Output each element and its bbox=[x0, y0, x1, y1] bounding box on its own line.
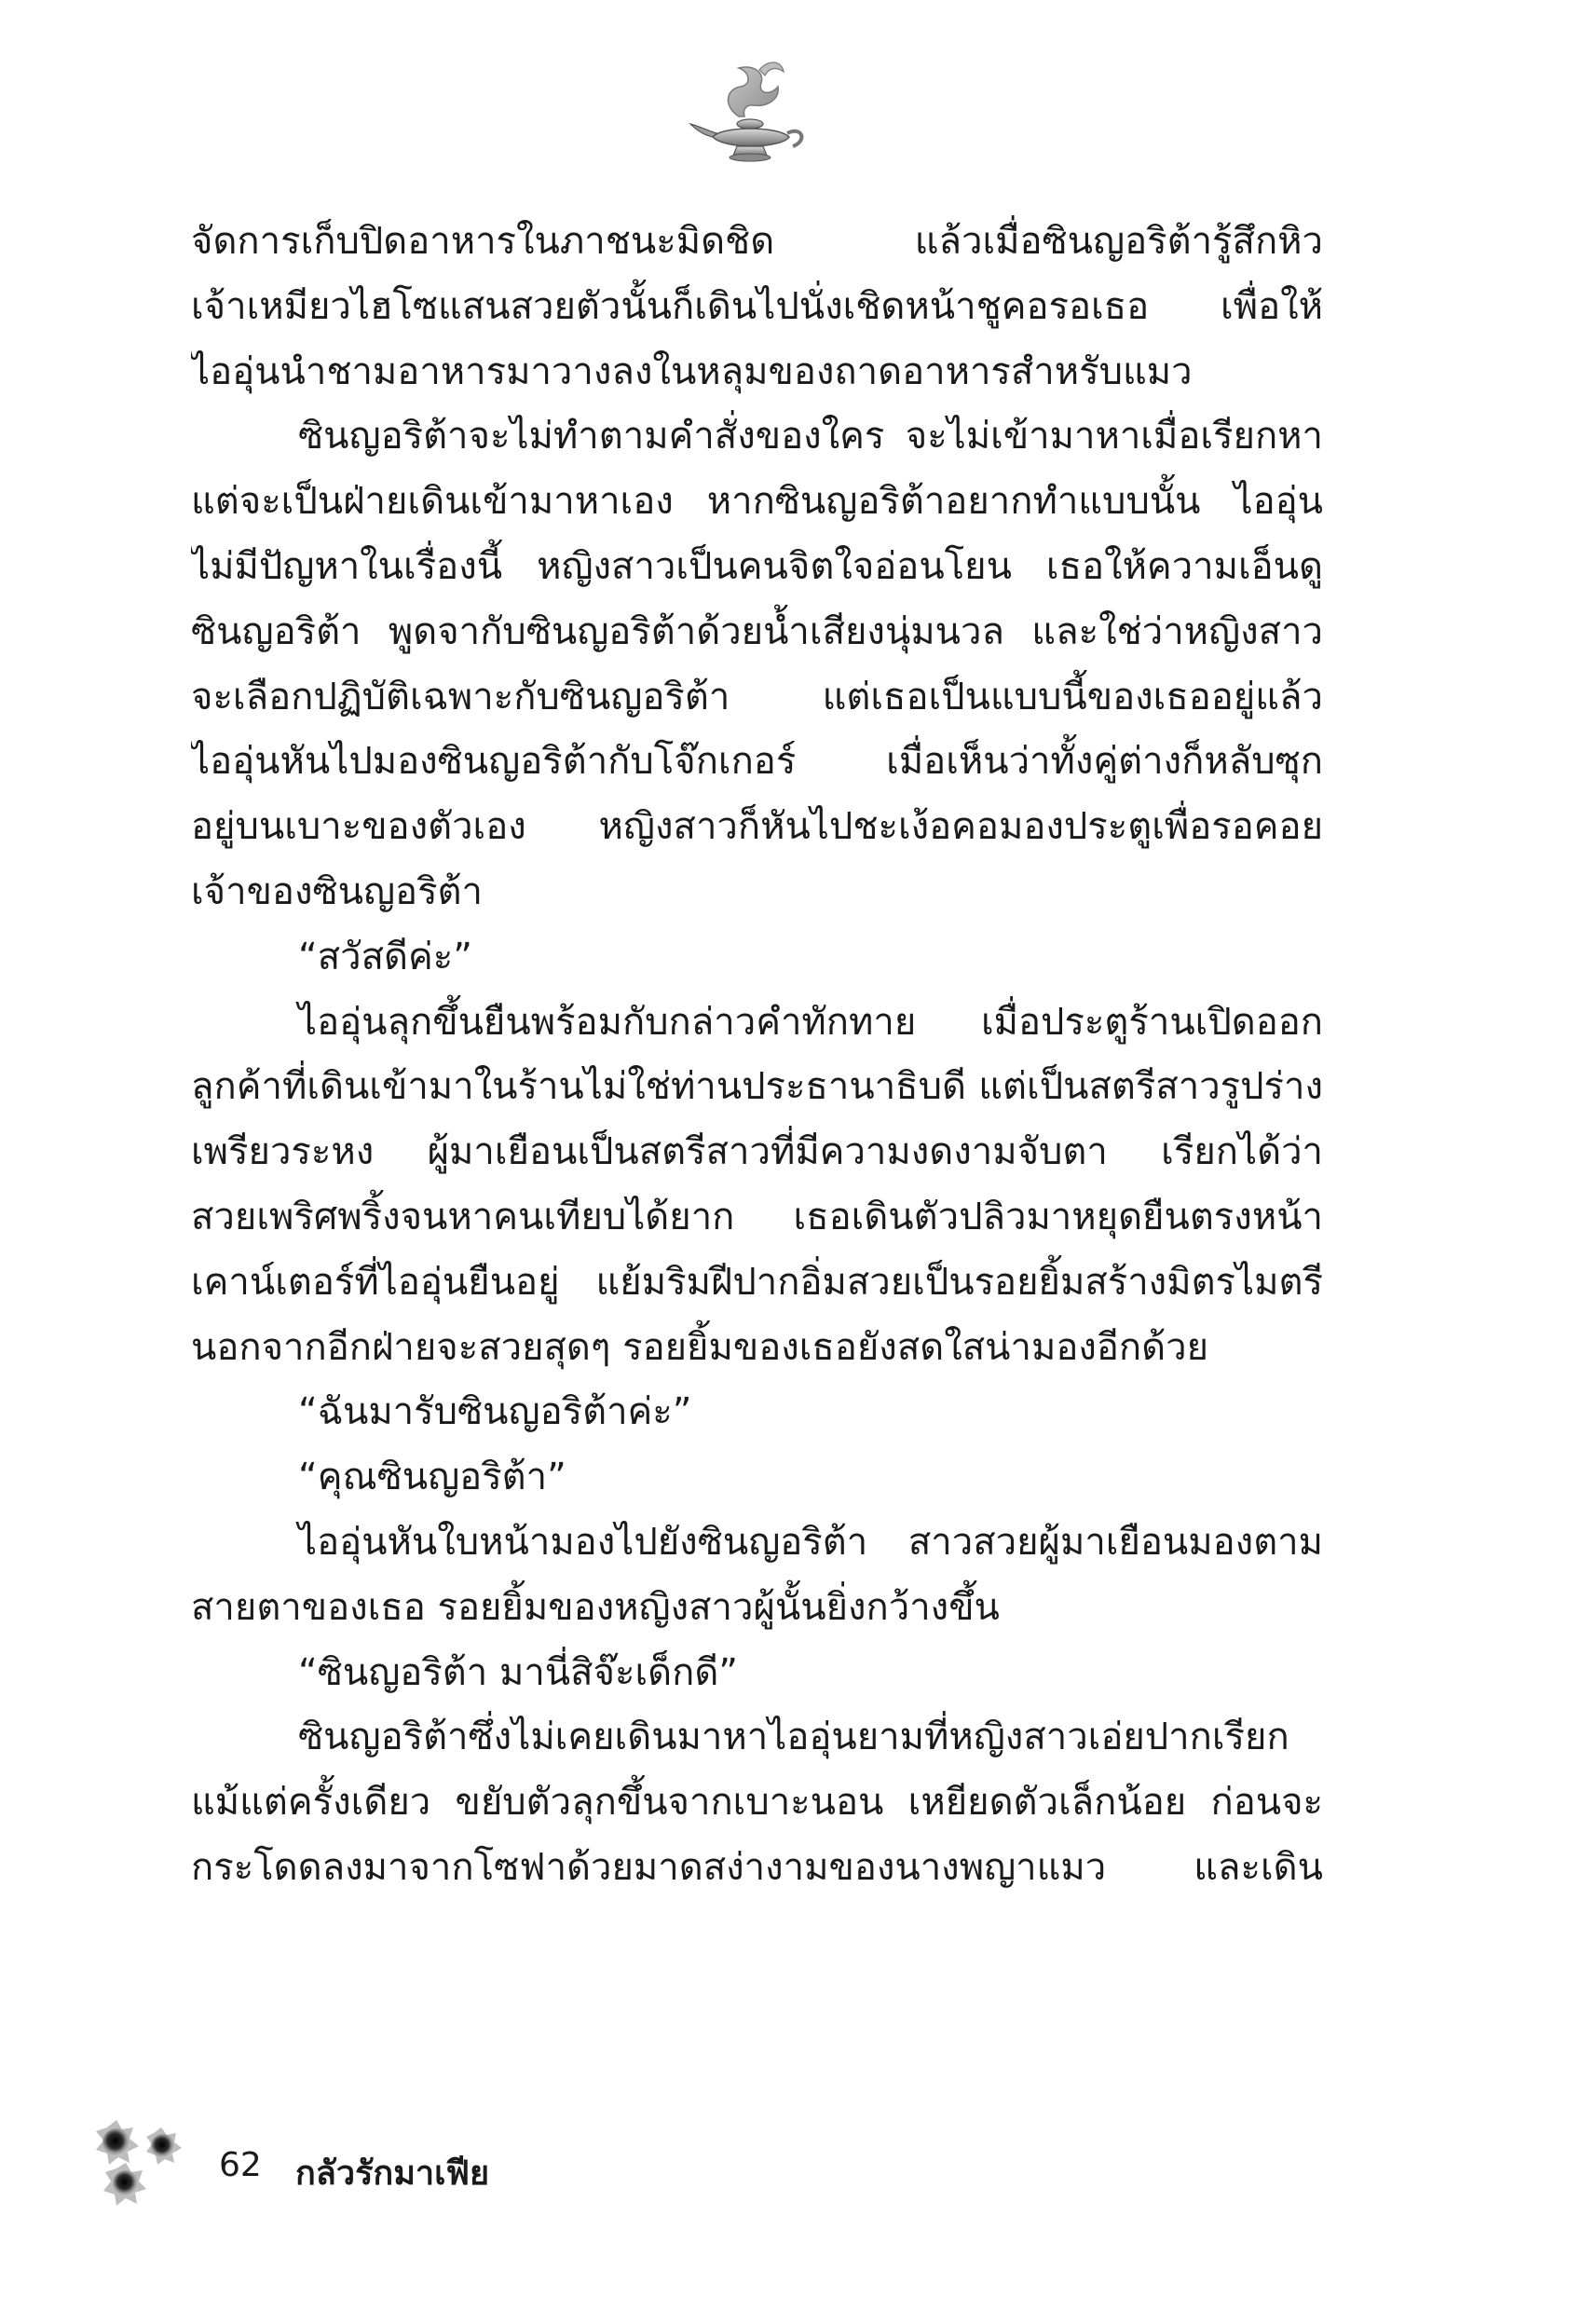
text-line: “สวัสดีค่ะ” bbox=[298, 935, 472, 978]
page-footer bbox=[89, 2111, 648, 2213]
text-line: ซินญอริต้าจะไม่ทำตามคำสั่งของใคร จะไม่เข้ามาหาเมื่อเรียกหา bbox=[298, 415, 1323, 458]
text-line: สวยเพริศพริ้งจนหาคนเทียบได้ยาก เธอเดินตัวปลิวมาหยุดยืนตรงหน้า bbox=[191, 1195, 1323, 1238]
text-line: ไออุ่นหันใบหน้ามองไปยังซินญอริต้า สาวสวยผู้มาเยือนมองตาม bbox=[298, 1520, 1323, 1564]
text-line: ไออุ่นนำชามอาหารมาวางลงในหลุมของถาดอาหารสำหรับแมว bbox=[191, 349, 1193, 393]
text-line: เพรียวระหง ผู้มาเยือนเป็นสตรีสาวที่มีความงดงามจับตา เรียกได้ว่า bbox=[191, 1130, 1323, 1174]
body-text bbox=[191, 210, 1323, 1901]
text-line: แต่จะเป็นฝ่ายเดินเข้ามาหาเอง หากซินญอริต้าอยากทำแบบนั้น ไออุ่น bbox=[191, 480, 1323, 524]
text-line: เจ้าของซินญอริต้า bbox=[191, 869, 483, 913]
text-line: อยู่บนเบาะของตัวเอง หญิงสาวก็หันไปชะเง้อคอมองประตูเพื่อรอคอย bbox=[191, 805, 1323, 849]
text-line: ซินญอริต้าซึ่งไม่เคยเดินมาหาไออุ่นยามที่หญิงสาวเอ่ยปากเรียก bbox=[298, 1716, 1289, 1759]
genie-lamp-icon bbox=[685, 51, 815, 172]
text-line: ไม่มีปัญหาในเรื่องนี้ หญิงสาวเป็นคนจิตใจอ่อนโยน เธอให้ความเอ็นดู bbox=[191, 544, 1323, 588]
text-line: แม้แต่ครั้งเดียว ขยับตัวลุกขึ้นจากเบาะนอน เหยียดตัวเล็กน้อย ก่อนจะ bbox=[191, 1781, 1323, 1825]
text-line: จัดการเก็บปิดอาหารในภาชนะมิดชิด แล้วเมื่อซินญอริต้ารู้สึกหิว bbox=[191, 220, 1323, 263]
page-number: 62 bbox=[219, 2146, 262, 2184]
text-line: ซินญอริต้า พูดจากับซินญอริต้าด้วยน้ำเสียงนุ่มนวล และใช่ว่าหญิงสาว bbox=[191, 609, 1323, 653]
text-line: จะเลือกปฏิบัติเฉพาะกับซินญอริต้า แต่เธอเป็นแบบนี้ของเธออยู่แล้ว bbox=[191, 675, 1323, 718]
text-line: ไออุ่นหันไปมองซินญอริต้ากับโจ๊กเกอร์ เมื่อเห็นว่าทั้งคู่ต่างก็หลับซุก bbox=[191, 740, 1323, 784]
book-title: กลัวรักมาเฟีย bbox=[295, 2154, 490, 2193]
text-line: “คุณซินญอริต้า” bbox=[298, 1456, 566, 1499]
text-line: ไออุ่นลุกขึ้นยืนพร้อมกับกล่าวคำทักทาย เมื่อประตูร้านเปิดออก bbox=[298, 1000, 1323, 1044]
text-line: “ซินญอริต้า มานี่สิจ๊ะเด็กดี” bbox=[298, 1650, 739, 1694]
text-line: เคาน์เตอร์ที่ไออุ่นยืนอยู่ แย้มริมฝีปากอิ่มสวยเป็นรอยยิ้มสร้างมิตรไมตรี bbox=[191, 1260, 1323, 1304]
text-line: เจ้าเหมียวไฮโซแสนสวยตัวนั้นก็เดินไปนั่งเชิดหน้าชูคอรอเธอ เพื่อให้ bbox=[191, 284, 1323, 328]
text-line: ลูกค้าที่เดินเข้ามาในร้านไม่ใช่ท่านประธานาธิบดี แต่เป็นสตรีสาวรูปร่าง bbox=[191, 1065, 1323, 1109]
bullet-holes-icon bbox=[89, 2111, 200, 2213]
text-line: กระโดดลงมาจากโซฟาด้วยมาดสง่างามของนางพญาแมว และเดิน bbox=[191, 1845, 1323, 1889]
text-line: “ฉันมารับซินญอริต้าค่ะ” bbox=[298, 1390, 692, 1434]
text-line: นอกจากอีกฝ่ายจะสวยสุดๆ รอยยิ้มของเธอยังสดใสน่ามองอีกด้วย bbox=[191, 1325, 1209, 1369]
text-line: สายตาของเธอ รอยยิ้มของหญิงสาวผู้นั้นยิ่งกว้างขึ้น bbox=[191, 1585, 1000, 1629]
